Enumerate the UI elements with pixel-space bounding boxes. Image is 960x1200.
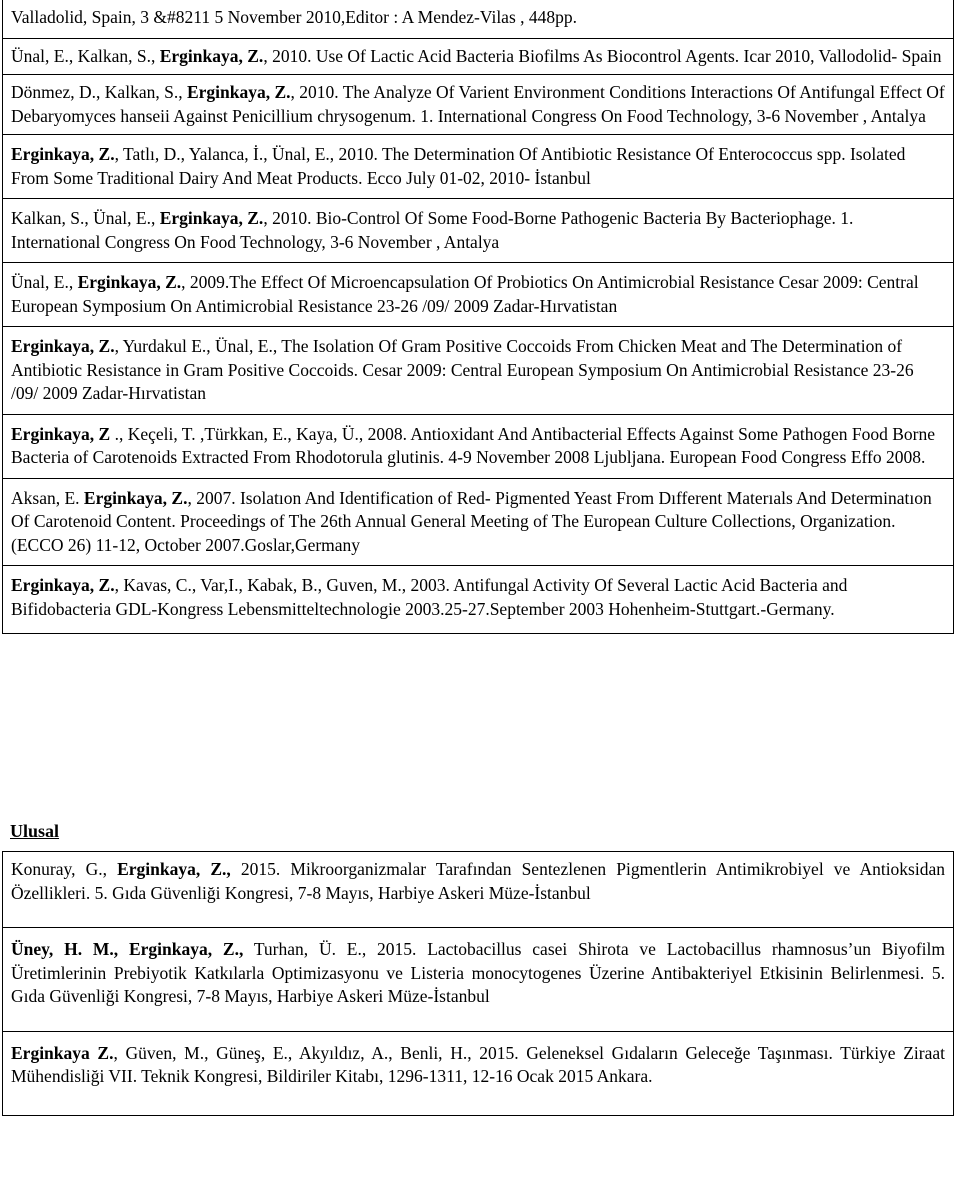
entry-highlight-author: Erginkaya, Z. [11, 336, 115, 356]
publication-entry [11, 858, 945, 905]
entry-highlight-author: Erginkaya, Z. [11, 144, 115, 164]
table-row [3, 262, 953, 326]
entry-highlight-author: Erginkaya, Z. [83, 487, 188, 508]
entry-highlight-author: Erginkaya, Z. [77, 272, 182, 292]
entry-details: , 2009.The Effect Of Microencapsulation Of Probiotics On Antimicrobial Resistance Cesar 2009: Central European Symposium On Antimicrobial Resistance 23-26 /09/ 2009 Zadar-Hırvatistan [11, 272, 919, 316]
entry-details: , 2010. Bio-Control Of Some Food-Borne Pathogenic Bacteria By Bacteriophage. 1. International Congress On Food Technology, 3-6 November , Antalya [11, 208, 854, 252]
table-row [3, 326, 953, 414]
table-row [3, 134, 953, 198]
national-publications-table [2, 851, 954, 1116]
entry-highlight-author: Erginkaya, Z., [117, 859, 231, 879]
entry-highlight-author: Erginkaya, Z. [11, 575, 115, 595]
publication-entry [11, 45, 945, 69]
publication-entry [11, 574, 945, 621]
table-row [3, 74, 953, 134]
entry-highlight-author: Üney, H. M., Erginkaya, Z., [11, 939, 244, 959]
table-row [3, 565, 953, 633]
table-row [3, 0, 953, 38]
entry-details: , 2010. The Analyze Of Varient Environment Conditions Interactions Of Antifungal Effect Of Debaryomyces hanseii Against Penicillium chrysogenum. 1. International Congress On Food Technology, 3-6 November , Antalya [11, 82, 945, 126]
table-row [3, 852, 953, 927]
table-row [3, 198, 953, 262]
section-heading-ulusal: Ulusal [10, 821, 60, 841]
entry-highlight-author: Erginkaya, Z. [159, 208, 264, 228]
entry-details: ., Keçeli, T. ,Türkkan, E., Kaya, Ü., 2008. Antioxidant And Antibacterial Effects Against Some Pathogen Food Borne Bacteria of Carotenoids Extracted From Rhodotorula glutinis. 4-9 November 2008 Ljubljana. European Food Congress Effo 2008. [11, 423, 935, 467]
publication-entry [11, 271, 945, 318]
entry-authors: Ünal, E., [11, 272, 78, 292]
entry-authors: Ünal, E., Kalkan, S., [11, 45, 160, 66]
entry-authors: Kalkan, S., Ünal, E., [11, 208, 160, 228]
publication-entry [11, 143, 945, 190]
publication-entry [11, 487, 945, 558]
entry-authors: Valladolid, Spain, 3 &#8211 5 November 2010,Editor : A Mendez-Vilas , 448pp. [11, 7, 578, 27]
publication-entry [11, 1042, 945, 1089]
international-publications-table [2, 0, 954, 634]
entry-details: 2015. Mikroorganizmalar Tarafından Sentezlenen Pigmentlerin Antimikrobiyel ve Antioksidan Özellikleri. 5. Gıda Güvenliği Kongresi, 7-8 Mayıs, Harbiye Askeri Müze-İstanbul [11, 859, 946, 903]
table-row [3, 478, 953, 566]
entry-details: , Yurdakul E., Ünal, E., The Isolation Of Gram Positive Coccoids From Chicken Meat and The Determination of Antibiotic Resistance in Gram Positive Coccoids. Cesar 2009: Central European Symposium On Antimicrobial Resistance 23-26 /09/ 2009 Zadar-Hırvatistan [11, 336, 914, 403]
entry-authors: Aksan, E. [11, 487, 84, 508]
entry-details: Turhan, Ü. E., 2015. Lactobacillus casei Shirota ve Lactobacillus rhamnosus’un Biyofilm Üretimlerinin Prebiyotik Katkılarla Optimizasyonu ve Listeria monocytogenes Üzerine Antibakteriyel Etkisinin Belirlenmesi. 5. Gıda Güvenliği Kongresi, 7-8 Mayıs, Harbiye Askeri Müze-İstanbul [11, 939, 945, 1006]
entry-details: , 2007. Isolatıon And Identification of Red- Pigmented Yeast From Dıfferent Materıals And Determinatıon Of Carotenoid Content. Proceedings of The 26th Annual General Meeting of The European Culture Collections, Organization.(ECCO 26) 11-12, October 2007.Goslar,Germany [11, 487, 932, 555]
entry-authors: Dönmez, D., Kalkan, S., [11, 82, 187, 102]
table-row [3, 414, 953, 478]
publication-entry [11, 6, 945, 30]
entry-details: , Güven, M., Güneş, E., Akyıldız, A., Benli, H., 2015. Geleneksel Gıdaların Geleceğe Taşınması. Türkiye Ziraat Mühendisliği VII. Teknik Kongresi, Bildiriler Kitabı, 1296-1311, 12-16 Ocak 2015 Ankara. [11, 1042, 945, 1086]
entry-details: , Tatlı, D., Yalanca, İ., Ünal, E., 2010. The Determination Of Antibiotic Resistance Of Enterococcus spp. Isolated From Some Traditional Dairy And Meat Products. Ecco July 01-02, 2010- İstanbul [11, 144, 906, 188]
publication-entry [11, 423, 945, 470]
entry-details: , Kavas, C., Var,I., Kabak, B., Guven, M., 2003. Antifungal Activity Of Several Lactic Acid Bacteria and Bifidobacteria GDL-Kongress Lebensmitteltechnologie 2003.25-27.September 2003 Hohenheim-Stuttgart.-Germany. [11, 575, 848, 619]
table-row [3, 1031, 953, 1115]
table-row [3, 38, 953, 75]
entry-highlight-author: Erginkaya, Z. [186, 82, 291, 102]
entry-highlight-author: Erginkaya Z. [11, 1042, 114, 1063]
publication-entry [11, 938, 945, 1009]
publication-entry [11, 207, 945, 254]
publication-entry [11, 81, 945, 128]
entry-details: , 2010. Use Of Lactic Acid Bacteria Biofilms As Biocontrol Agents. Icar 2010, Vallodolid- Spain [263, 45, 942, 66]
entry-highlight-author: Erginkaya, Z. [159, 45, 264, 66]
entry-authors: Konuray, G., [11, 859, 118, 879]
table-row [3, 927, 953, 1031]
entry-highlight-author: Erginkaya, Z [11, 423, 111, 444]
publication-entry [11, 335, 945, 406]
